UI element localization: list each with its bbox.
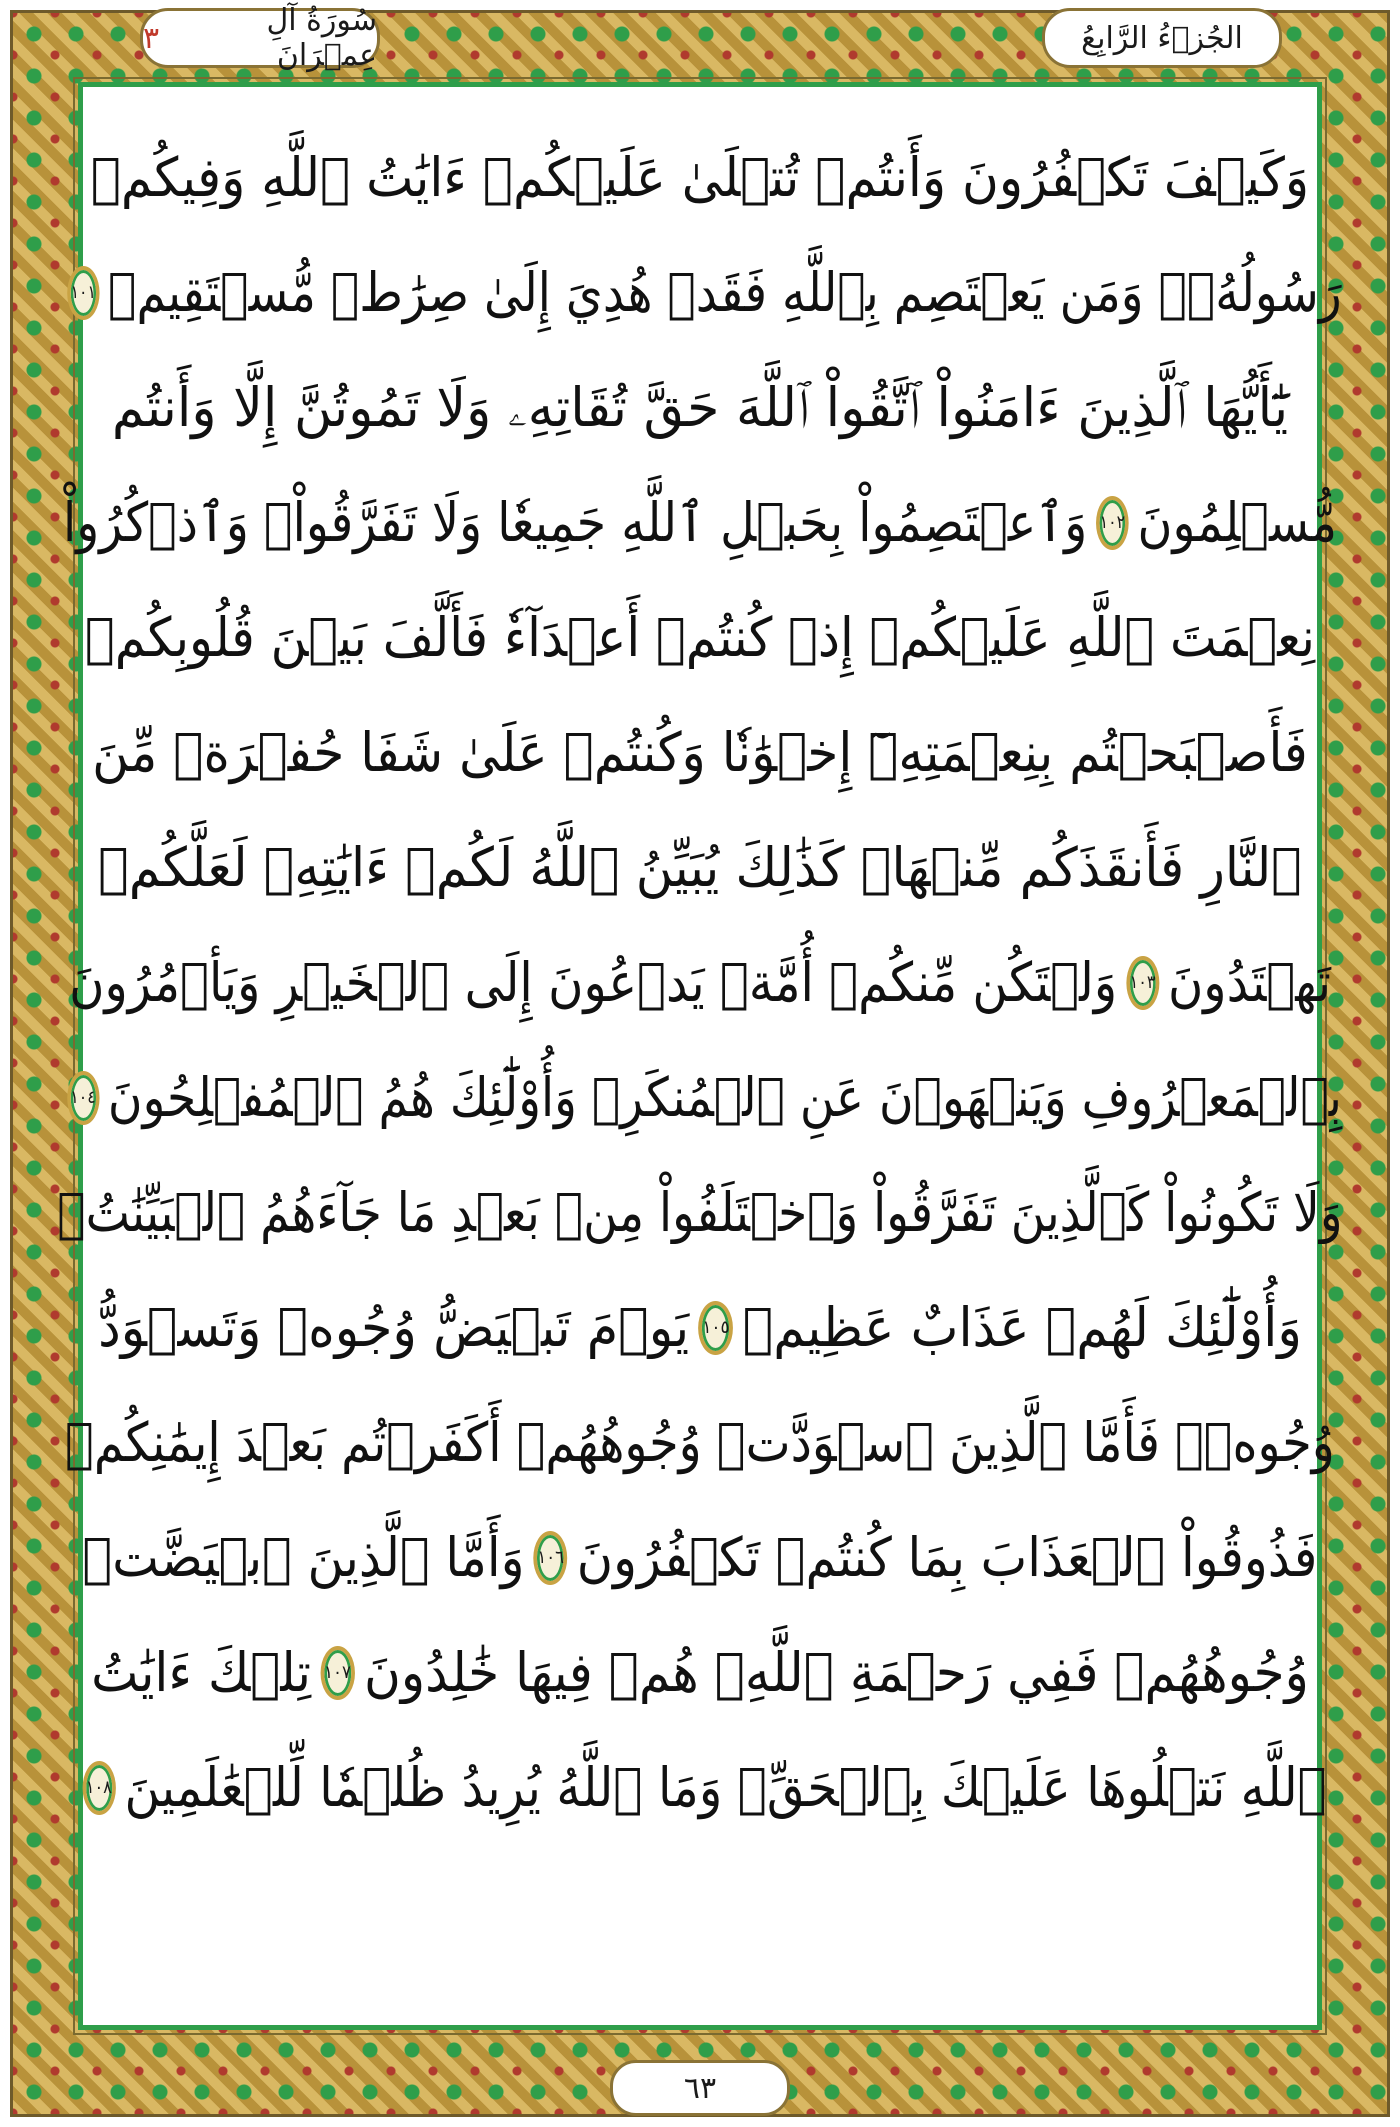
line-text: يَٰٓأَيُّهَا ٱلَّذِينَ ءَامَنُواْ ٱتَّقُواْ ٱللَّهَ حَقَّ تُقَاتِهِۦ وَلَا تَمُوتُنَّ إِلَّا وَأَنتُم: [111, 375, 1289, 439]
text-line: [91, 1615, 1309, 1730]
ayah-number-marker: ١٠٢: [1096, 496, 1129, 550]
line-text: بِٱلۡمَعۡرُوفِ وَيَنۡهَوۡنَ عَنِ ٱلۡمُنكَرِۚ وَأُوْلَٰٓئِكَ هُمُ ٱلۡمُفۡلِحُونَ: [107, 1066, 1342, 1129]
ayah-number-marker: ١٠٧: [320, 1646, 354, 1700]
line-text: نِعۡمَتَ ٱللَّهِ عَلَيۡكُمۡ إِذۡ كُنتُمۡ أَعۡدَآءٗ فَأَلَّفَ بَيۡنَ قُلُوبِكُمۡ: [85, 606, 1315, 669]
ayah-number-marker: ١٠٤: [67, 1071, 99, 1125]
surah-title: سُورَةُ آلِ عِمۡرَانَ: [266, 3, 377, 73]
line-text: ٱللَّهِ نَتۡلُوهَا عَلَيۡكَ بِٱلۡحَقِّۗ وَمَا ٱللَّهُ يُرِيدُ ظُلۡمٗا لِّلۡعَٰلَمِينَ: [124, 1756, 1327, 1819]
line-text-continued: وَأَمَّا ٱلَّذِينَ ٱبۡيَضَّتۡ: [82, 1526, 525, 1589]
ayah-number-marker: ١٠٥: [699, 1301, 734, 1355]
line-text: وَلَا تَكُونُواْ كَٱلَّذِينَ تَفَرَّقُواْ وَٱخۡتَلَفُواْ مِنۢ بَعۡدِ مَا جَآءَهُمُ ٱلۡبَيِّنَٰتُۚ: [57, 1181, 1343, 1244]
text-line: [85, 580, 1315, 695]
line-text: وُجُوهٞۚ فَأَمَّا ٱلَّذِينَ ٱسۡوَدَّتۡ وُجُوهُهُمۡ أَكَفَرۡتُم بَعۡدَ إِيمَٰنِكُمۡ: [65, 1411, 1335, 1474]
ayah-number-marker: ١٠١: [67, 266, 99, 320]
surah-title-cartouche: [140, 3, 380, 73]
line-text: وُجُوهُهُمۡ فَفِي رَحۡمَةِ ٱللَّهِۖ هُمۡ فِيهَا خَٰلِدُونَ: [364, 1641, 1309, 1704]
text-line: [70, 235, 1342, 350]
text-line: [90, 120, 1310, 235]
text-line: [92, 695, 1308, 810]
line-text: وَأُوْلَٰٓئِكَ لَهُمۡ عَذَابٌ عَظِيمٞ: [742, 1296, 1302, 1359]
line-text: ٱلنَّارِ فَأَنقَذَكُم مِّنۡهَاۗ كَذَٰلِكَ يُبَيِّنُ ٱللَّهُ لَكُمۡ ءَايَٰتِهِۦ لَعَلَّكُمۡ: [98, 836, 1302, 899]
juz-title: الجُزۡءُ الرَّابِعُ: [1081, 20, 1243, 56]
text-line: [69, 925, 1331, 1040]
text-line: [98, 1270, 1302, 1385]
line-text: وَكَيۡفَ تَكۡفُرُونَ وَأَنتُمۡ تُتۡلَىٰ عَلَيۡكُمۡ ءَايَٰتُ ٱللَّهِ وَفِيكُمۡ: [90, 146, 1310, 209]
text-line: [70, 1040, 1342, 1155]
line-text: مُّسۡلِمُونَ: [1137, 491, 1337, 554]
ayah-number-marker: ١٠٣: [1126, 956, 1159, 1010]
surah-number: ٣: [143, 20, 160, 56]
text-line: [63, 465, 1337, 580]
line-text: فَذُوقُواْ ٱلۡعَذَابَ بِمَا كُنتُمۡ تَكۡفُرُونَ: [576, 1526, 1318, 1589]
juz-title-cartouche: [1042, 8, 1282, 68]
text-line: [82, 1500, 1318, 1615]
line-text-continued: وَلۡتَكُن مِّنكُمۡ أُمَّةٞ يَدۡعُونَ إِلَى ٱلۡخَيۡرِ وَيَأۡمُرُونَ: [69, 951, 1118, 1014]
line-text: فَأَصۡبَحۡتُم بِنِعۡمَتِهِۦٓ إِخۡوَٰنٗا وَكُنتُمۡ عَلَىٰ شَفَا حُفۡرَةٖ مِّنَ: [92, 721, 1308, 784]
text-line: [57, 1155, 1343, 1270]
line-text-continued: وَٱعۡتَصِمُواْ بِحَبۡلِ ٱللَّهِ جَمِيعٗا وَلَا تَفَرَّقُواْۚ وَٱذۡكُرُواْ: [63, 491, 1088, 554]
line-text: رَسُولُهُۥۗ وَمَن يَعۡتَصِم بِٱللَّهِ فَقَدۡ هُدِيَ إِلَىٰ صِرَٰطٖ مُّسۡتَقِيمٖ: [108, 261, 1342, 324]
text-line: [111, 350, 1289, 465]
page-number-label: ٦٣: [683, 2070, 717, 2106]
quran-text-block: [57, 120, 1343, 2000]
line-text-continued: تِلۡكَ ءَايَٰتُ: [91, 1641, 312, 1704]
page-number: [610, 2060, 790, 2116]
text-line: [65, 1385, 1335, 1500]
line-text-continued: يَوۡمَ تَبۡيَضُّ وُجُوهٞ وَتَسۡوَدُّ: [98, 1296, 690, 1359]
text-line: [85, 1730, 1327, 1845]
text-line: [98, 810, 1302, 925]
ayah-number-marker: ١٠٨: [82, 1761, 115, 1815]
line-text: تَهۡتَدُونَ: [1167, 951, 1331, 1014]
ayah-number-marker: ١٠٦: [534, 1531, 568, 1585]
